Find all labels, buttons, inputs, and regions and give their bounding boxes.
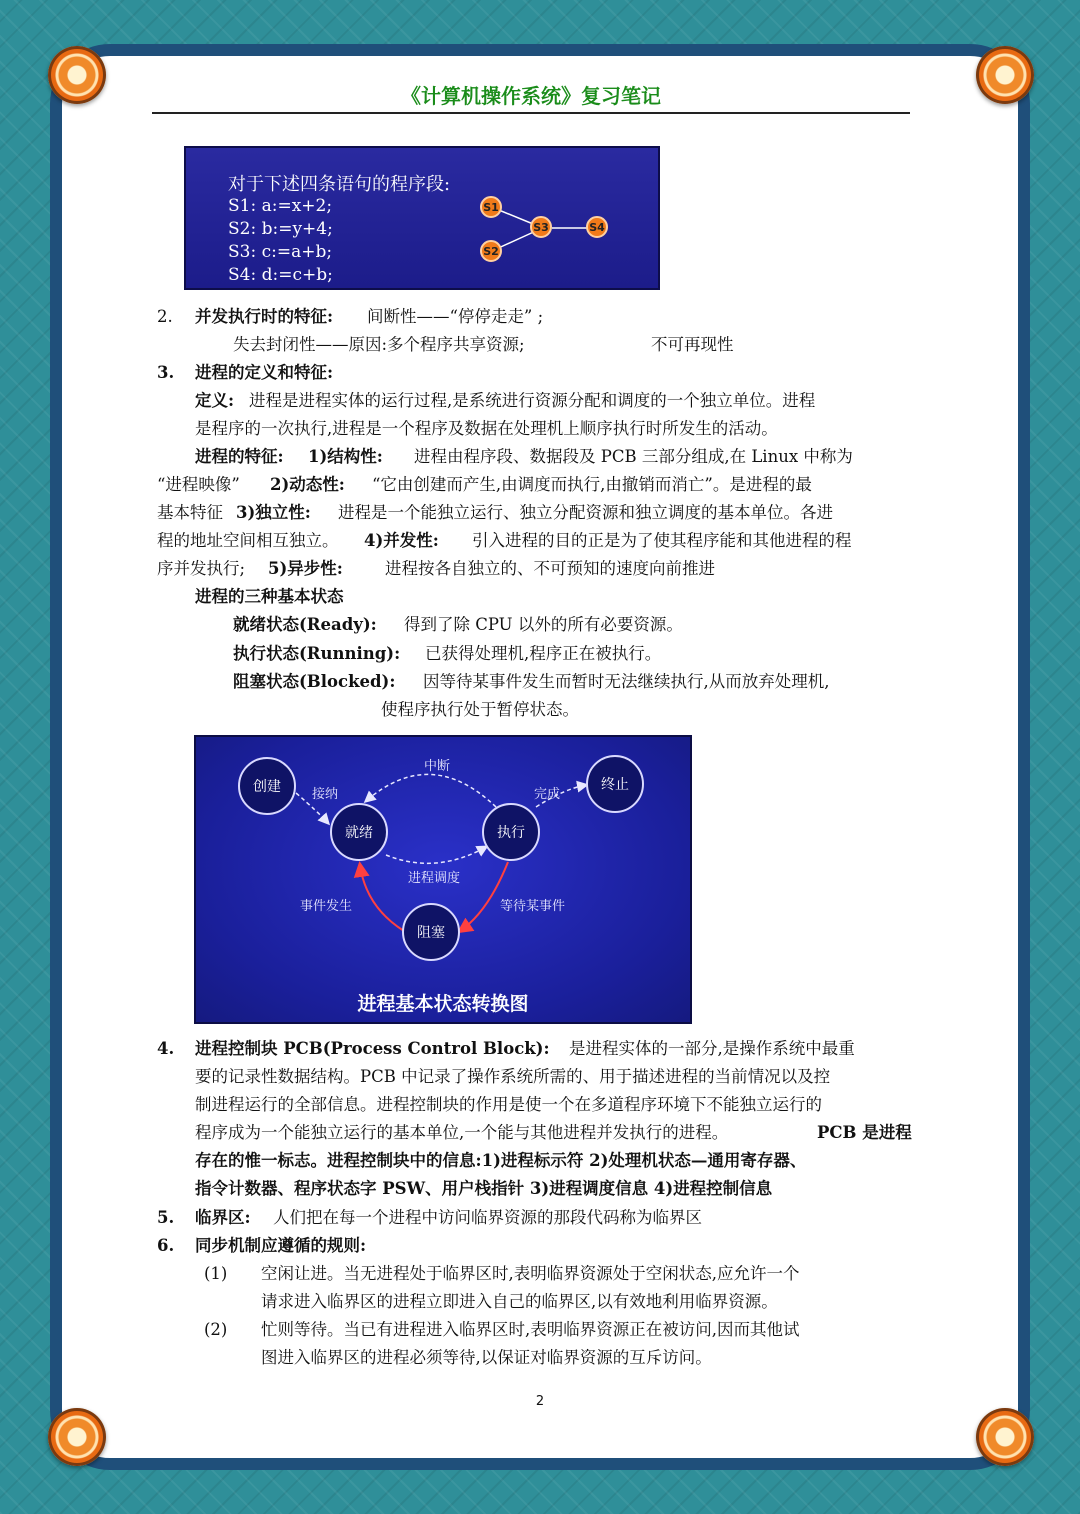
edge-label-done: 完成	[534, 787, 561, 802]
slide-line-s4: S4: d:=c+b;	[228, 265, 333, 285]
state-transition-diagram	[194, 735, 692, 1024]
state-node-run: 执行	[482, 803, 540, 861]
edge-label-wait: 等待某事件	[500, 899, 566, 914]
rule-2-number: (2)	[204, 1320, 228, 1339]
feature-1-label: 1)结构性:	[308, 447, 383, 466]
item-4-line1: 是进程实体的一部分,是操作系统中最重	[569, 1039, 855, 1058]
item-4-line3: 制进程运行的全部信息。进程控制块的作用是使一个在多道程序环境下不能独立运行的	[195, 1095, 822, 1114]
feature-3-label: 3)独立性:	[236, 503, 311, 522]
state-ready-text: 得到了除 CPU 以外的所有必要资源。	[404, 615, 683, 634]
graph-node-s1: S1	[480, 196, 502, 218]
item-3-title: 进程的定义和特征:	[195, 363, 334, 382]
edge-label-accept: 接纳	[312, 787, 339, 802]
definition-line2: 是程序的一次执行,进程是一个程序及数据在处理机上顺序执行时所发生的活动。	[195, 419, 778, 438]
state-ready-label: 就绪状态(Ready):	[233, 615, 377, 634]
feature-5-text: 进程按各自独立的、不可预知的速度向前推进	[385, 559, 715, 578]
definition-label: 定义:	[195, 391, 235, 410]
definition-line1: 进程是进程实体的运行过程,是系统进行资源分配和调度的一个独立单位。进程	[249, 391, 816, 410]
item-2-title: 并发执行时的特征:	[195, 307, 334, 326]
slide-title: 对于下述四条语句的程序段:	[228, 174, 451, 195]
feature-2-text: “它由创建而产生,由调度而执行,由撤销而消亡”。是进程的最	[372, 475, 812, 494]
rule-2-line1: 忙则等待。当已有进程进入临界区时,表明临界资源正在被访问,因而其他试	[261, 1320, 800, 1339]
graph-node-s3: S3	[530, 216, 552, 238]
state-running-text: 已获得处理机,程序正在被执行。	[425, 644, 662, 663]
feature-2-label: 2)动态性:	[270, 475, 345, 494]
state-node-create: 创建	[238, 757, 296, 815]
item-5-title: 临界区:	[195, 1208, 251, 1227]
corner-ornament-icon	[48, 46, 106, 104]
state-running-label: 执行状态(Running):	[233, 644, 401, 663]
item-4-line4a: 程序成为一个能独立运行的基本单位,一个能与其他进程并发执行的进程。	[195, 1123, 729, 1142]
edge-label-dispatch: 进程调度	[408, 871, 461, 886]
item-2-number: 2.	[157, 307, 173, 326]
item-4-line2: 要的记录性数据结构。PCB 中记录了操作系统所需的、用于描述进程的当前情况以及控	[195, 1067, 831, 1086]
item-4-number: 4.	[157, 1039, 175, 1058]
states-title: 进程的三种基本状态	[195, 587, 344, 606]
feature-4-text: 引入进程的目的正是为了使其程序能和其他进程的程	[472, 531, 852, 550]
item-5-text: 人们把在每一个进程中访问临界资源的那段代码称为临界区	[273, 1208, 702, 1227]
feature-line2-a: “进程映像”	[157, 475, 240, 494]
rule-1-number: (1)	[204, 1264, 228, 1283]
rule-2-line2: 图进入临界区的进程必须等待,以保证对临界资源的互斥访问。	[261, 1348, 712, 1367]
slide-line-s3: S3: c:=a+b;	[228, 242, 333, 262]
item-2-text2: 失去封闭性——原因:多个程序共享资源;	[233, 335, 525, 354]
item-2-text1: 间断性——“停停走走” ;	[367, 307, 544, 326]
feature-line5-a: 序并发执行;	[157, 559, 246, 578]
item-5-number: 5.	[157, 1208, 175, 1227]
diagram-caption: 进程基本状态转换图	[357, 993, 529, 1015]
precedence-graph-edges	[186, 148, 658, 288]
edge-label-event: 事件发生	[300, 899, 353, 914]
item-4-line5: 存在的惟一标志。进程控制块中的信息:1)进程标示符 2)处理机状态—通用寄存器、	[195, 1151, 807, 1170]
slide-line-s1: S1: a:=x+2;	[228, 196, 333, 216]
state-blocked-text: 因等待某事件发生而暂时无法继续执行,从而放弃处理机,	[423, 672, 830, 691]
corner-ornament-icon	[976, 1408, 1034, 1466]
corner-ornament-icon	[976, 46, 1034, 104]
state-node-end: 终止	[586, 755, 644, 813]
edge-label-interrupt: 中断	[424, 759, 451, 774]
item-3-number: 3.	[157, 363, 175, 382]
item-6-title: 同步机制应遵循的规则:	[195, 1236, 367, 1255]
item-4-line4b: PCB 是进程	[817, 1123, 912, 1142]
state-blocked-text2: 使程序执行处于暂停状态。	[381, 700, 579, 719]
graph-node-s2: S2	[480, 240, 502, 262]
item-4-line6: 指令计数器、程序状态字 PSW、用户栈指针 3)进程调度信息 4)进程控制信息	[195, 1179, 773, 1198]
item-2-text3: 不可再现性	[651, 335, 734, 354]
state-blocked-label: 阻塞状态(Blocked):	[233, 672, 396, 691]
rule-1-line2: 请求进入临界区的进程立即进入自己的临界区,以有效地利用临界资源。	[261, 1292, 778, 1311]
feature-3-text: 进程是一个能独立运行、独立分配资源和独立调度的基本单位。各进	[338, 503, 833, 522]
slide-line-s2: S2: b:=y+4;	[228, 219, 333, 239]
features-label: 进程的特征:	[195, 447, 284, 466]
state-node-block: 阻塞	[402, 903, 460, 961]
item-4-title: 进程控制块 PCB(Process Control Block):	[195, 1039, 550, 1058]
rule-1-line1: 空闲让进。当无进程处于临界区时,表明临界资源处于空闲状态,应允许一个	[261, 1264, 800, 1283]
feature-line4-a: 程的地址空间相互独立。	[157, 531, 339, 550]
state-node-ready: 就绪	[330, 803, 388, 861]
page-header-title: 《计算机操作系统》复习笔记	[152, 80, 910, 114]
feature-5-label: 5)异步性:	[268, 559, 343, 578]
corner-ornament-icon	[48, 1408, 106, 1466]
feature-4-label: 4)并发性:	[364, 531, 439, 550]
graph-node-s4: S4	[586, 216, 608, 238]
feature-line3-a: 基本特征	[157, 503, 223, 522]
page-number: 2	[535, 1394, 545, 1409]
feature-1-text: 进程由程序段、数据段及 PCB 三部分组成,在 Linux 中称为	[414, 447, 853, 466]
item-6-number: 6.	[157, 1236, 175, 1255]
statement-slide-image	[184, 146, 660, 290]
